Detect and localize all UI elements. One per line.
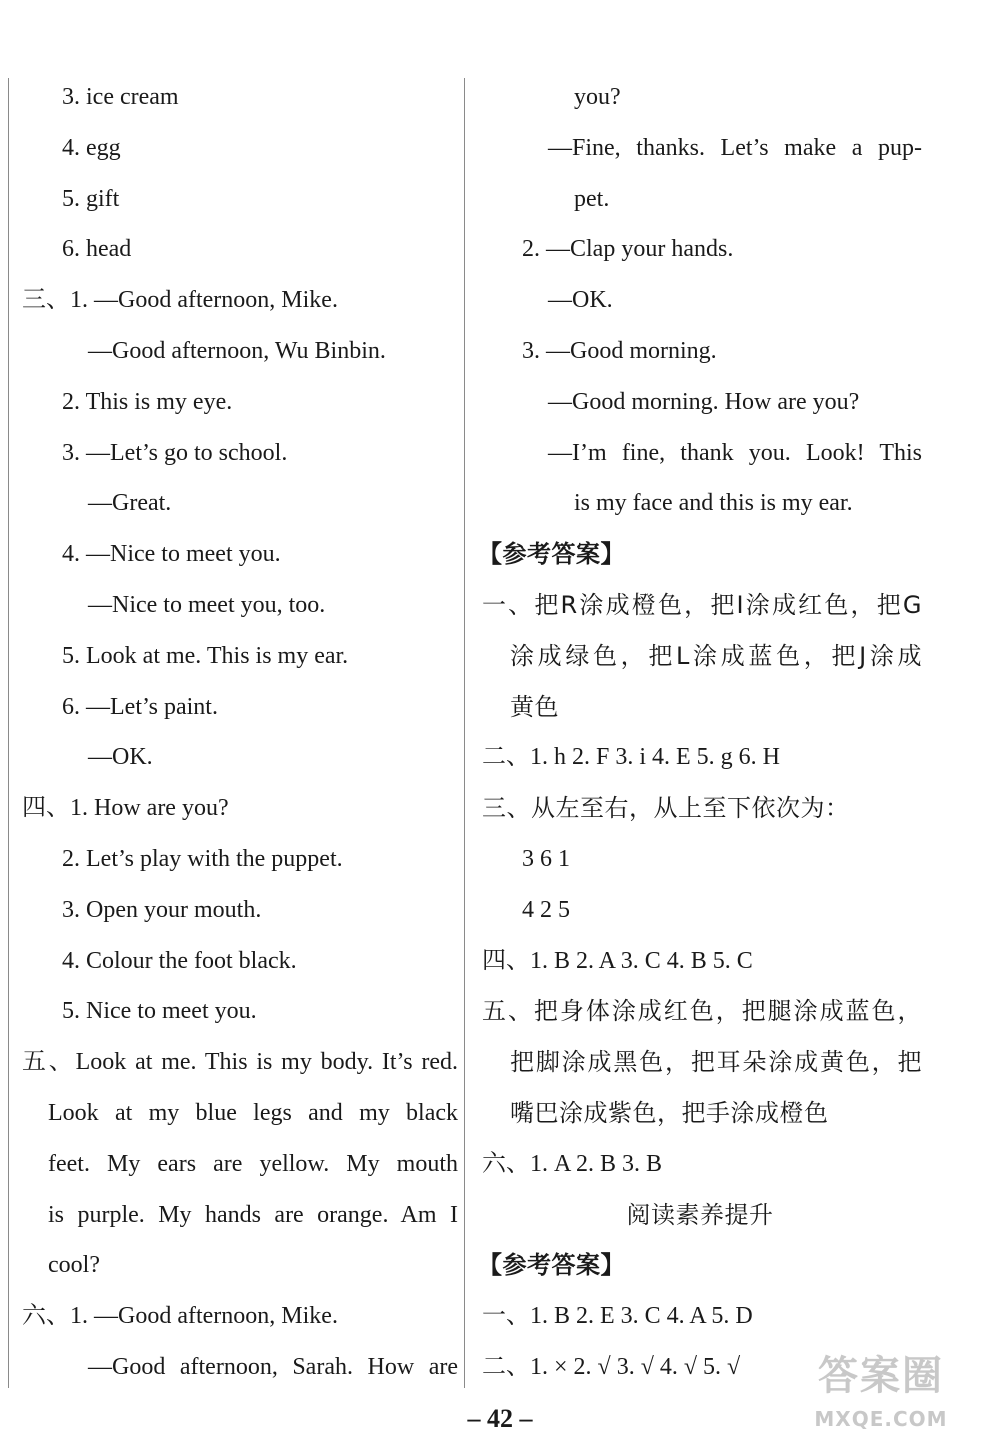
text-line: —Good afternoon, Sarah. How are: [88, 1353, 458, 1380]
watermark-logo-text: 答案圈: [818, 1353, 944, 1399]
text-line: —Fine, thanks. Let’s make a pup-: [548, 134, 922, 161]
text-line: is my face and this is my ear.: [574, 490, 853, 517]
text-line: —Good morning. How are you?: [548, 388, 860, 415]
text-line: 一、把R涂成橙色，把I涂成红色，把G: [482, 590, 922, 619]
text-line: 阅读素养提升: [626, 1200, 774, 1229]
text-line: 四、1. B 2. A 3. C 4. B 5. C: [482, 947, 753, 974]
text-line: 把脚涂成黑色，把耳朵涂成黄色，把: [510, 1048, 922, 1077]
text-line: 【参考答案】: [478, 1251, 625, 1280]
text-line: 3. —Let’s go to school.: [62, 439, 288, 466]
page-number: – 42 –: [467, 1404, 533, 1433]
text-line: 4. Colour the foot black.: [62, 947, 297, 974]
text-line: 2. —Clap your hands.: [522, 236, 734, 263]
text-line: 3. ice cream: [62, 84, 179, 110]
text-line: 3. Open your mouth.: [62, 896, 262, 923]
text-line: 5. Nice to meet you.: [62, 998, 257, 1025]
text-line: 六、1. A 2. B 3. B: [482, 1150, 663, 1177]
text-line: pet.: [574, 185, 610, 212]
text-line: 二、1. h 2. F 3. i 4. E 5. g 6. H: [482, 744, 781, 771]
text-line: —OK.: [548, 287, 613, 314]
text-line: —OK.: [88, 744, 153, 771]
text-line: 嘴巴涂成紫色，把手涂成橙色: [510, 1098, 829, 1127]
text-line: 【参考答案】: [478, 540, 625, 569]
left-margin-rule: [8, 78, 9, 1388]
text-line: 6. —Let’s paint.: [62, 693, 218, 720]
text-line: 2. This is my eye.: [62, 388, 233, 415]
watermark-url: MXQE.COM: [814, 1407, 948, 1431]
text-line: 一、1. B 2. E 3. C 4. A 5. D: [482, 1303, 753, 1330]
text-line: feet. My ears are yellow. My mouth: [48, 1150, 458, 1177]
text-line: 5. gift: [62, 185, 120, 212]
text-line: 3 6 1: [522, 845, 570, 872]
text-line: 5. Look at me. This is my ear.: [62, 642, 349, 669]
text-line: you?: [574, 84, 621, 110]
text-line: cool?: [48, 1252, 100, 1279]
text-line: 三、1. —Good afternoon, Mike.: [22, 287, 338, 314]
text-line: 三、从左至右，从上至下依次为：: [482, 794, 850, 823]
text-line: 五、Look at me. This is my body. It’s red.: [22, 1049, 458, 1076]
text-line: 黄色: [510, 692, 559, 721]
column-divider: [464, 78, 465, 1388]
text-line: —Good afternoon, Wu Binbin.: [88, 337, 386, 364]
text-line: 3. —Good morning.: [522, 337, 717, 364]
right-column: [478, 72, 922, 1393]
text-line: 五、把身体涂成红色，把腿涂成蓝色，: [482, 997, 922, 1026]
text-line: 涂成绿色，把L涂成蓝色，把J涂成: [510, 641, 922, 670]
text-line: 四、1. How are you?: [22, 795, 229, 822]
text-line: —Great.: [88, 490, 172, 517]
text-line: —I’m fine, thank you. Look! This: [548, 439, 922, 466]
text-line: 4 2 5: [522, 896, 570, 923]
watermark-logo: [776, 1346, 986, 1446]
text-line: Look at my blue legs and my black: [48, 1099, 458, 1126]
text-line: 6. head: [62, 236, 132, 263]
text-line: is purple. My hands are orange. Am I: [48, 1201, 458, 1228]
text-line: 4. —Nice to meet you.: [62, 541, 281, 568]
left-column: [18, 72, 458, 1393]
text-line: 六、1. —Good afternoon, Mike.: [22, 1303, 338, 1330]
text-line: 二、1. × 2. √ 3. √ 4. √ 5. √: [482, 1353, 741, 1380]
text-line: —Nice to meet you, too.: [88, 591, 326, 618]
text-line: 4. egg: [62, 134, 121, 161]
text-line: 2. Let’s play with the puppet.: [62, 845, 343, 872]
